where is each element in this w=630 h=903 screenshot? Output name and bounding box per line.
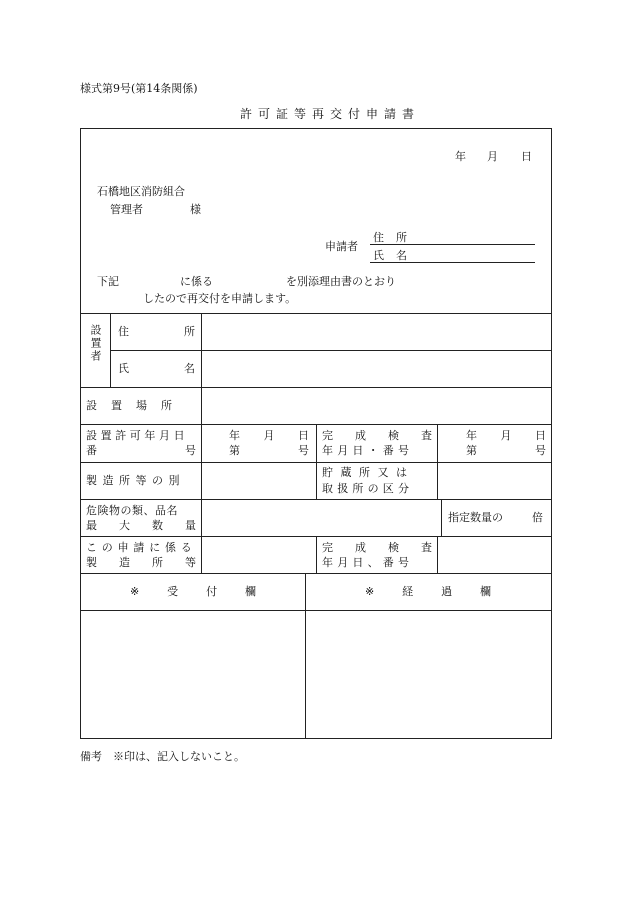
progress-char-3: 過	[441, 585, 453, 598]
related-char-1: 製	[86, 556, 97, 569]
body-text-line-2: したので再交付を申請します。	[143, 292, 297, 305]
site-label: 設置場所	[86, 399, 186, 412]
related-completion-char-1: 完	[322, 541, 333, 554]
reception-char-4: 欄	[244, 585, 256, 598]
hazmat-char-4: 量	[185, 519, 196, 532]
date-month-label: 月	[487, 150, 498, 163]
addressee-title: 管理者	[110, 203, 143, 216]
form-number: 様式第9号(第14条関係)	[80, 82, 198, 95]
installer-name-char-2: 名	[184, 362, 195, 375]
applicant-name-line	[370, 262, 535, 263]
permit-month-char: 月	[263, 429, 275, 442]
related-label-2	[86, 555, 196, 571]
reception-char-3: 付	[206, 585, 218, 598]
designated-qty-unit: 倍	[532, 511, 543, 524]
related-completion-char-3: 検	[388, 541, 399, 554]
rule-installer-mid	[110, 350, 552, 351]
rule-right-label	[437, 424, 438, 499]
storage-label-1: 貯蔵所又は	[322, 466, 415, 479]
rule-related-mid	[316, 536, 317, 573]
completion-day-char: 日	[535, 429, 546, 442]
rule-bottom-split	[305, 573, 306, 739]
reception-char-2: 受	[167, 585, 179, 598]
permit-date-label-1: 設置許可年月日	[86, 429, 189, 442]
progress-char-2: 経	[402, 585, 414, 598]
permit-number-char-2: 号	[185, 444, 196, 457]
rule-installer-bottom	[80, 387, 552, 388]
completion-label-2: 年月日・番号	[322, 444, 414, 457]
hazmat-char-1: 最	[86, 519, 97, 532]
rule-facility-bottom	[80, 499, 552, 500]
related-completion-char-2: 成	[355, 541, 366, 554]
hazmat-char-3: 数	[152, 519, 163, 532]
date-year-label: 年	[455, 150, 466, 163]
installer-name-char-1: 氏	[118, 362, 129, 375]
storage-label-2: 取扱所の区分	[322, 482, 414, 495]
related-completion-char-4: 査	[421, 541, 432, 554]
designated-qty-label: 指定数量の	[448, 511, 503, 524]
body-text-label-a: 下記	[97, 275, 119, 288]
completion-char-2: 成	[355, 429, 366, 442]
permit-day-char: 日	[298, 429, 309, 442]
rule-label-column	[201, 313, 202, 573]
addressee-honorific: 様	[190, 203, 201, 216]
completion-label-1	[322, 428, 432, 444]
completion-go-char: 号	[535, 444, 546, 457]
rule-related-right	[437, 536, 438, 573]
completion-char-3: 検	[388, 429, 399, 442]
installer-label: 設置者	[89, 324, 102, 363]
related-completion-1	[322, 540, 432, 556]
rule-mid-column	[316, 424, 317, 499]
hazmat-label-2	[86, 518, 196, 534]
body-text-label-b: に係る	[180, 275, 213, 288]
installer-address-char-1: 住	[118, 325, 129, 338]
progress-header	[365, 584, 491, 600]
rule-table-top	[80, 313, 552, 314]
related-label-1: この申請に係る	[86, 541, 197, 554]
reception-header	[130, 584, 256, 600]
reception-char-1: ※	[130, 585, 140, 598]
completion-value-1	[466, 428, 546, 444]
completion-char-1: 完	[322, 429, 333, 442]
completion-char-4: 査	[421, 429, 432, 442]
installer-address-label	[118, 324, 195, 340]
related-char-3: 所	[152, 556, 163, 569]
related-completion-2: 年月日、番号	[322, 556, 414, 569]
permit-date-label-2	[86, 443, 196, 459]
facility-type-label: 製造所等の別	[86, 474, 185, 487]
related-char-2: 造	[119, 556, 130, 569]
applicant-address-line	[370, 244, 535, 245]
addressee-organization: 石橋地区消防組合	[97, 185, 185, 198]
progress-char-1: ※	[365, 585, 375, 598]
hazmat-label-1: 危険物の類、品名	[86, 504, 178, 517]
applicant-label: 申請者	[325, 240, 358, 253]
installer-address-char-2: 所	[184, 325, 195, 338]
permit-date-value-2	[229, 443, 309, 459]
rule-related-bottom	[80, 573, 552, 574]
applicant-name-label: 氏名	[373, 249, 419, 262]
hazmat-char-2: 大	[119, 519, 130, 532]
permit-number-char-1: 番	[86, 444, 97, 457]
permit-dai-char: 第	[229, 444, 240, 457]
form-title: 許可証等再交付申請書	[240, 107, 421, 121]
date-day-label: 日	[521, 150, 532, 163]
related-char-4: 等	[185, 556, 196, 569]
permit-year-char: 年	[229, 429, 240, 442]
rule-installer-left	[110, 313, 111, 387]
completion-year-char: 年	[466, 429, 477, 442]
applicant-address-label: 住所	[373, 231, 419, 244]
progress-char-4: 欄	[479, 585, 491, 598]
completion-dai-char: 第	[466, 444, 477, 457]
rule-headers-bottom	[80, 610, 552, 611]
installer-name-label	[118, 361, 195, 377]
footer-note: 備考 ※印は、記入しないこと。	[80, 750, 245, 763]
body-text-label-c: を別添理由書のとおり	[286, 275, 396, 288]
completion-value-2	[466, 443, 546, 459]
permit-date-value-1	[229, 428, 309, 444]
rule-designated-qty	[441, 499, 442, 536]
completion-month-char: 月	[500, 429, 512, 442]
permit-go-char: 号	[298, 444, 309, 457]
